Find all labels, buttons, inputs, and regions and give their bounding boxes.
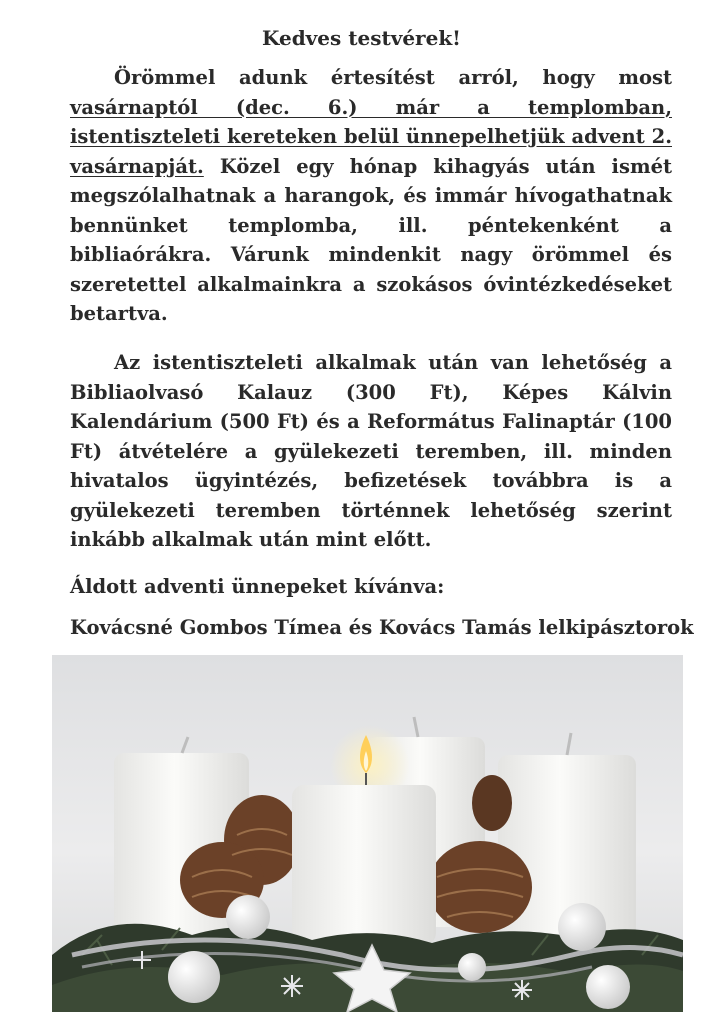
announcement-underlined: vasárnaptól (dec. 6.) már a templomban, istentiszteleti kereteken belül ünnepelhetjük advent 2. vasárnapját. bbox=[70, 95, 672, 178]
closing-greeting: Áldott adventi ünnepeket kívánva: bbox=[70, 575, 445, 598]
letter-title: Kedves testvérek! bbox=[262, 26, 461, 50]
announcement-intro: Örömmel adunk értesítést arról, hogy most bbox=[114, 66, 672, 89]
signature: Kovácsné Gombos Tímea és Kovács Tamás lelkipásztorok bbox=[70, 616, 694, 639]
publications-text: Az istentiszteleti alkalmak után van lehetőség a Bibliaolvasó Kalauz (300 Ft), Képes Kálvin Kalendárium (500 Ft) és a Református Falinaptár (100 Ft) átvételére a gyülekezeti teremben, ill. minden hivatalos ügyintézés, befizetések továbbra is a gyülekezeti teremben történnek lehetőség szerint inkább alkalmak után mint előtt. bbox=[70, 351, 672, 551]
paragraph-publications bbox=[70, 348, 672, 555]
advent-wreath-photo bbox=[52, 655, 683, 1012]
announcement-rest: Közel egy hónap kihagyás után ismét megszólalhatnak a harangok, és immár hívogathatnak bennünket templomba, ill. péntekenként a bibliaórákra. Várunk mindenkit nagy örömmel és szeretettel alkalmainkra a szokásos óvintézkedéseket betartva. bbox=[70, 154, 672, 325]
paragraph-announcement bbox=[70, 63, 672, 329]
